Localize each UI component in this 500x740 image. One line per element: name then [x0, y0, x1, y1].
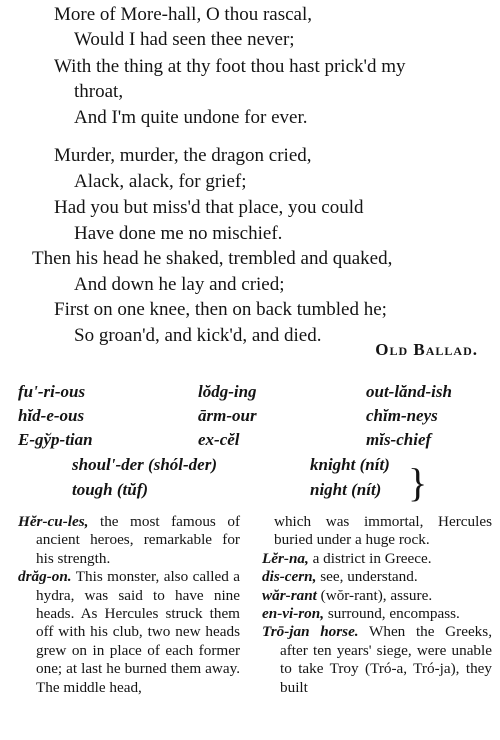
poem-line: Would I had seen thee never; — [74, 29, 295, 50]
note-entry — [262, 568, 492, 586]
note-text: When the Greeks, after ten years' siege, were unable to take Troy (Tró-a, Tró-ja), they built — [280, 623, 492, 696]
note-entry — [262, 605, 492, 623]
word-item: chĭm-neys — [366, 406, 438, 425]
word-item: fu'-ri-ous — [18, 382, 86, 401]
note-text: surround, encompass. — [327, 605, 460, 623]
note-entry — [18, 513, 240, 568]
word-item: tough (tŭf) — [72, 480, 149, 499]
note-term: Lĕr-na, — [262, 549, 309, 567]
note-text: see, understand. — [320, 568, 418, 586]
poem-attribution: Old Ballad. — [375, 340, 478, 359]
word-item: E-gўp-tian — [18, 430, 93, 449]
note-term: wăr-rant — [262, 586, 317, 604]
word-item: hĭd-e-ous — [18, 406, 85, 425]
word-item: ex-cĕl — [198, 430, 240, 449]
note-continuation: which was immortal, Hercules buried under a huge rock. — [274, 513, 492, 549]
poem-line: throat, — [74, 81, 124, 102]
poem-line: And down he lay and cried; — [74, 274, 285, 295]
note-term: dis-cern, — [262, 568, 317, 586]
word-item: mĭs-chief — [366, 430, 432, 449]
note-term: en-vi-ron, — [262, 605, 325, 623]
poem-line: Murder, murder, the dragon cried, — [54, 145, 312, 166]
note-text: This monster, also called a hydra, was said to have nine heads. As Hercules struck them off with his club, two new heads grew on in place of each former one; at last he burned them away. The middle head, — [36, 568, 240, 696]
poem-line: Had you but miss'd that place, you could — [54, 197, 364, 218]
word-item: lŏdg-ing — [198, 382, 257, 401]
poem-line: So groan'd, and kick'd, and died. — [74, 325, 322, 346]
note-term: drăg-on. — [18, 568, 72, 586]
note-text: the most famous of ancient heroes, remarkable for his strength. — [36, 513, 241, 567]
word-item: shoul'-der (shól-der) — [72, 455, 217, 474]
word-item: knight (nít) — [310, 455, 390, 474]
notes-column-right — [262, 513, 492, 697]
note-term: Trō-jan horse. — [262, 623, 359, 641]
poem-line: Alack, alack, for grief; — [74, 171, 247, 192]
note-entry — [262, 623, 492, 697]
word-item: out-lănd-ish — [366, 382, 452, 401]
notes-column-left — [18, 513, 240, 697]
poem-line: More of More-hall, O thou rascal, — [54, 4, 313, 25]
note-entry — [262, 587, 492, 605]
note-entry — [262, 550, 492, 568]
poem-line: Then his head he shaked, trembled and quaked, — [32, 248, 393, 269]
word-item: ārm-our — [198, 406, 257, 425]
poem-line: With the thing at thy foot thou hast prick'd my — [54, 56, 406, 77]
poem-line: And I'm quite undone for ever. — [74, 107, 308, 128]
poem-line: Have done me no mischief. — [74, 223, 283, 244]
note-entry — [18, 568, 240, 697]
word-item: night (nít) — [310, 480, 382, 499]
note-text: a district in Greece. — [312, 549, 432, 567]
note-term: Hĕr-cu-les, — [18, 513, 89, 530]
brace-glyph: } — [408, 460, 428, 505]
note-text: (wŏr-rant), assure. — [320, 586, 433, 604]
poem-line: First on one knee, then on back tumbled he; — [54, 299, 387, 320]
